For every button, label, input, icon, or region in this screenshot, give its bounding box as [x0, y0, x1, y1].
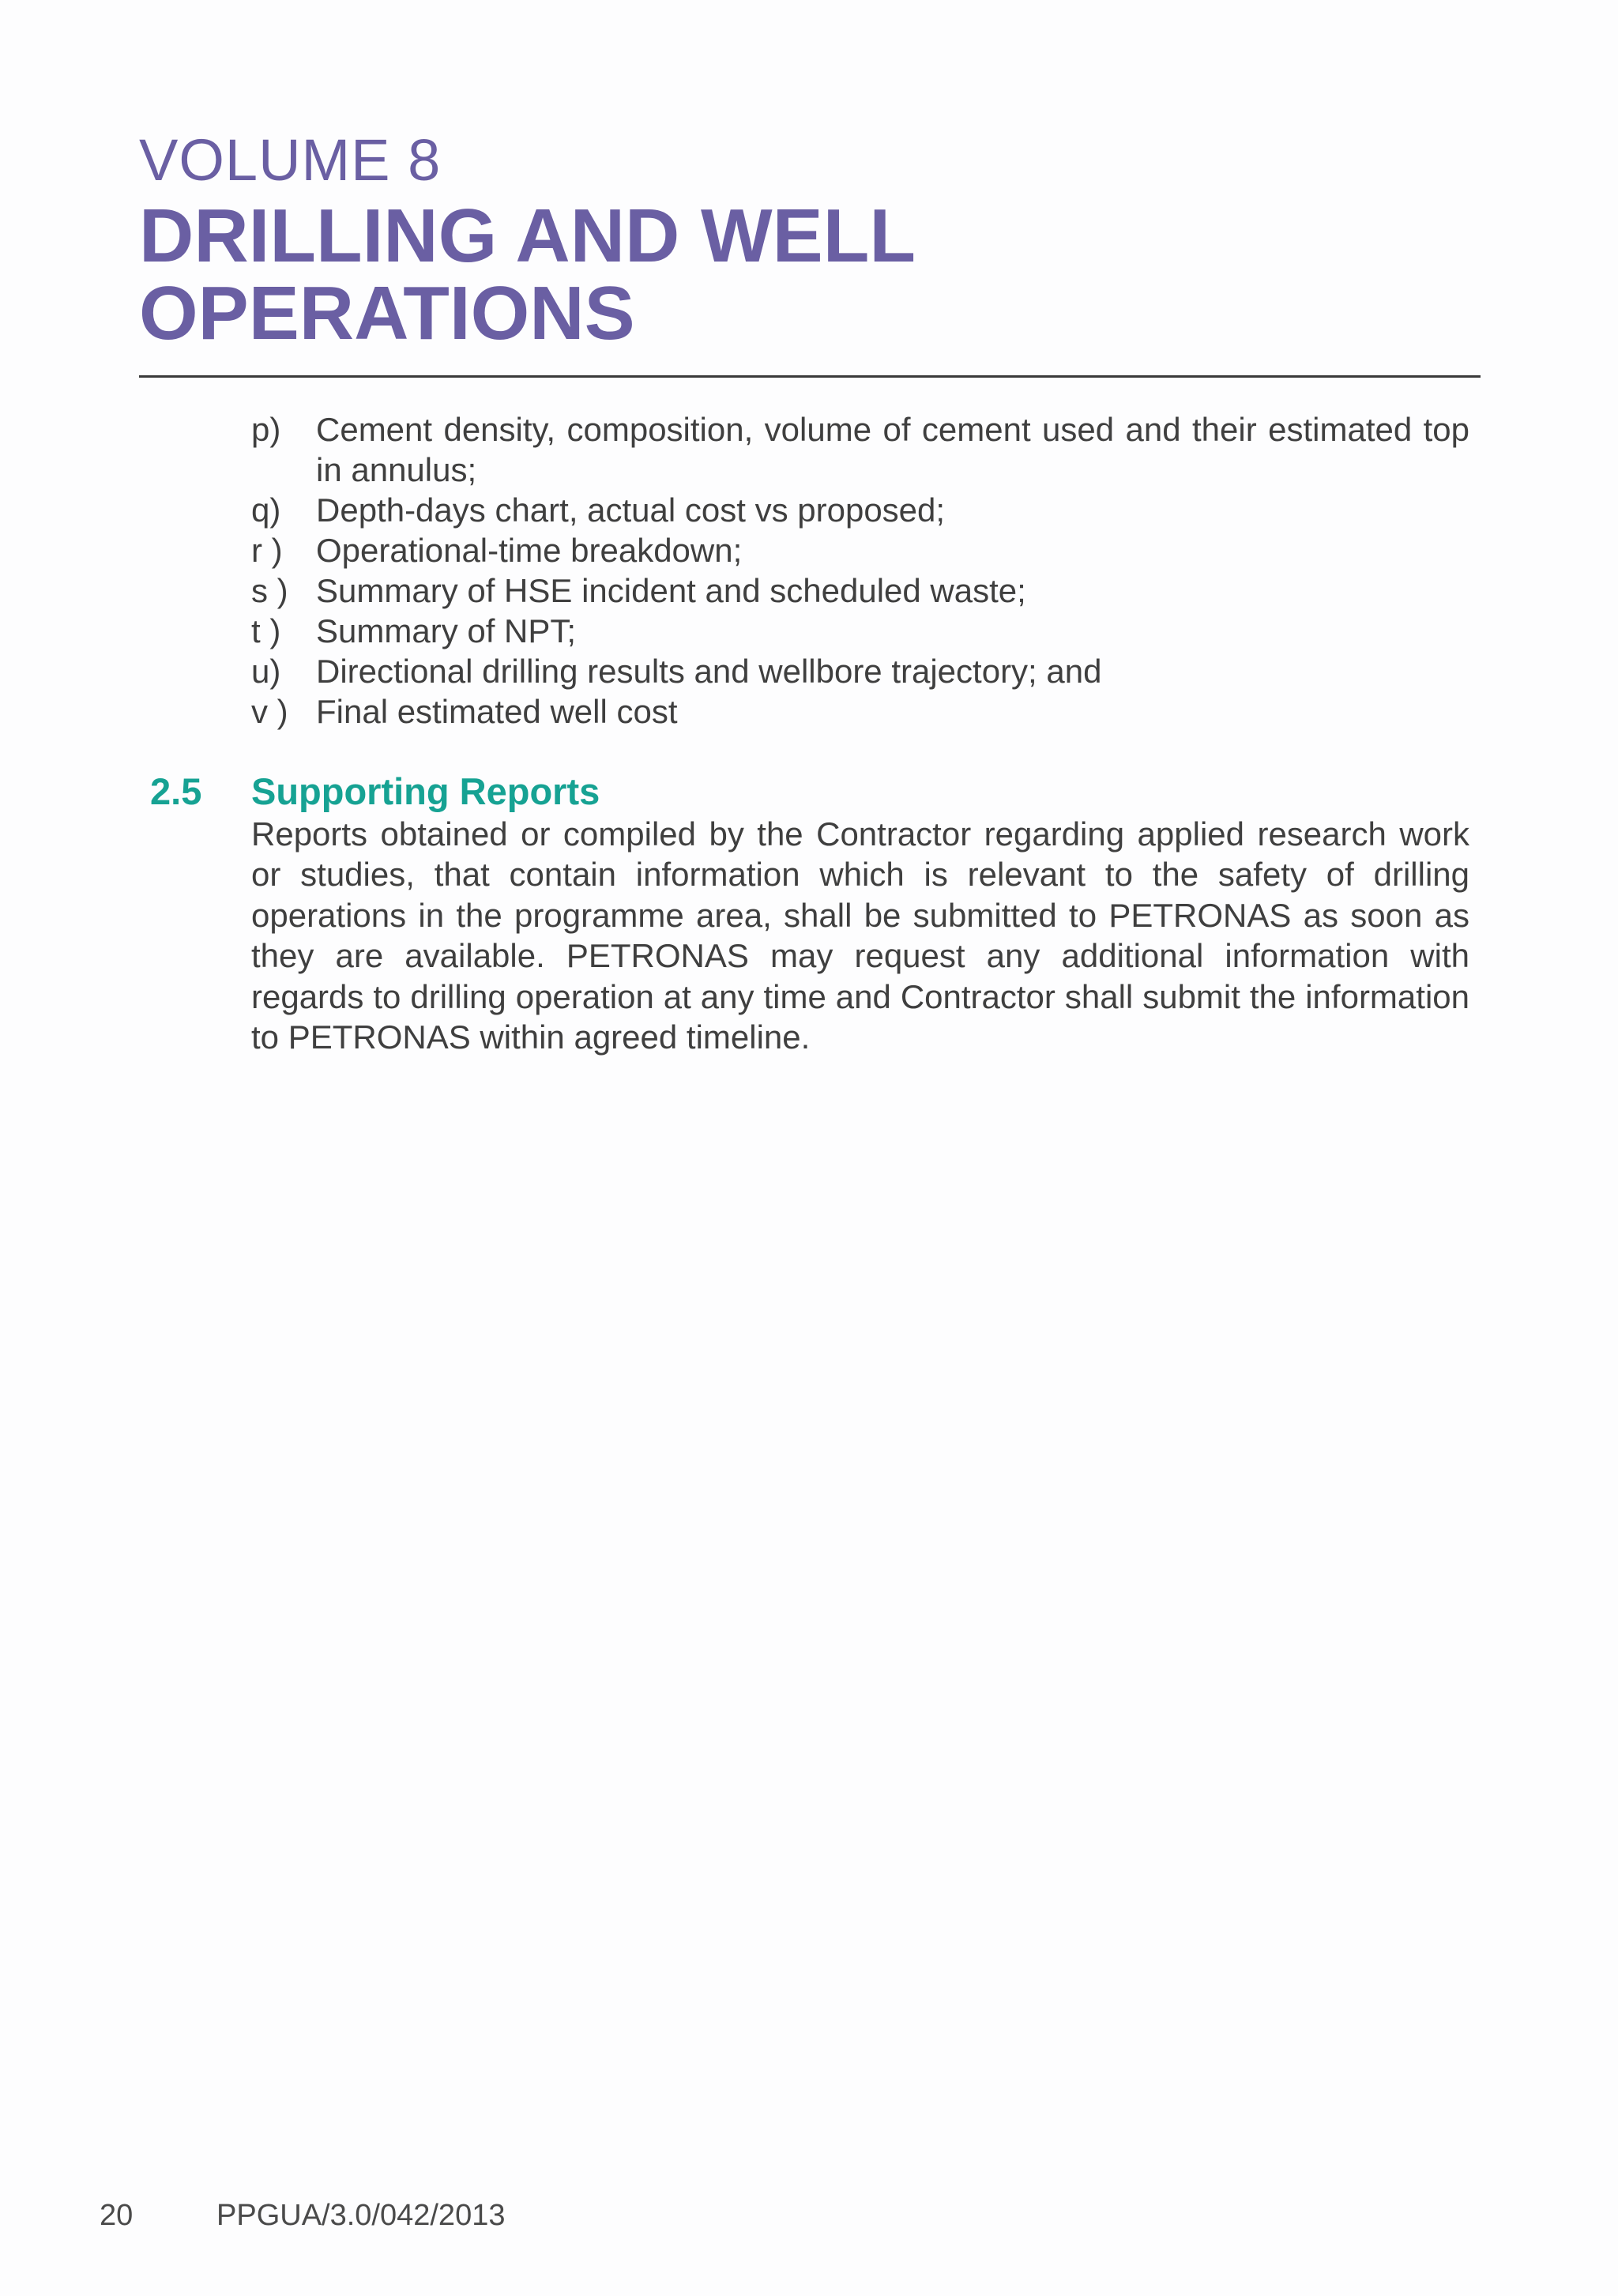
page-header: [139, 126, 1482, 356]
list-item-marker: s ): [251, 572, 288, 609]
section-title: Supporting Reports: [251, 770, 600, 812]
list-item-text: Final estimated well cost: [316, 693, 678, 730]
section-heading: [150, 770, 600, 814]
document-code: PPGUA/3.0/042/2013: [216, 2199, 506, 2232]
volume-label: VOLUME 8: [139, 127, 442, 193]
list-item: [251, 691, 1469, 732]
list-item-text: Summary of NPT;: [316, 612, 577, 649]
list-item: [251, 651, 1469, 691]
list-item-text: Operational-time breakdown;: [316, 532, 743, 569]
volume-title-line-1: DRILLING AND WELL: [139, 194, 916, 278]
list-item-marker: u): [251, 653, 281, 690]
list-item-text: Directional drilling results and wellbore trajectory; and: [316, 653, 1102, 690]
list-item-text: Depth-days chart, actual cost vs proposed;: [316, 491, 946, 529]
volume-title: [139, 194, 1482, 356]
report-items-list: [251, 409, 1469, 732]
list-item-marker: v ): [251, 693, 288, 730]
page-number: 20: [100, 2199, 134, 2232]
list-item: [251, 530, 1469, 570]
list-item-marker: p): [251, 411, 281, 448]
page-footer: [100, 2196, 505, 2234]
list-item-marker: t ): [251, 612, 281, 649]
list-item-text: Summary of HSE incident and scheduled waste;: [316, 572, 1026, 609]
volume-title-line-2: OPERATIONS: [139, 271, 635, 356]
list-item-marker: q): [251, 491, 281, 529]
list-item-text: Cement density, composition, volume of cement used and their estimated top in annulus;: [316, 411, 1469, 488]
list-item: [251, 570, 1469, 611]
header-divider: [139, 375, 1481, 378]
list-item: [251, 409, 1469, 490]
list-item: [251, 611, 1469, 651]
section-number: 2.5: [150, 770, 202, 812]
list-item-marker: r ): [251, 532, 283, 569]
section-body-paragraph: Reports obtained or compiled by the Contractor regarding applied research work or studies, that contain information which is relevant to the safety of drilling operations in the programme area, shall be submitted to PETRONAS as soon as they are available. PETRONAS may request any additional information with regards to drilling operation at any time and Contractor shall submit the information to PETRONAS within agreed timeline.: [251, 815, 1469, 1056]
list-item: [251, 490, 1469, 530]
